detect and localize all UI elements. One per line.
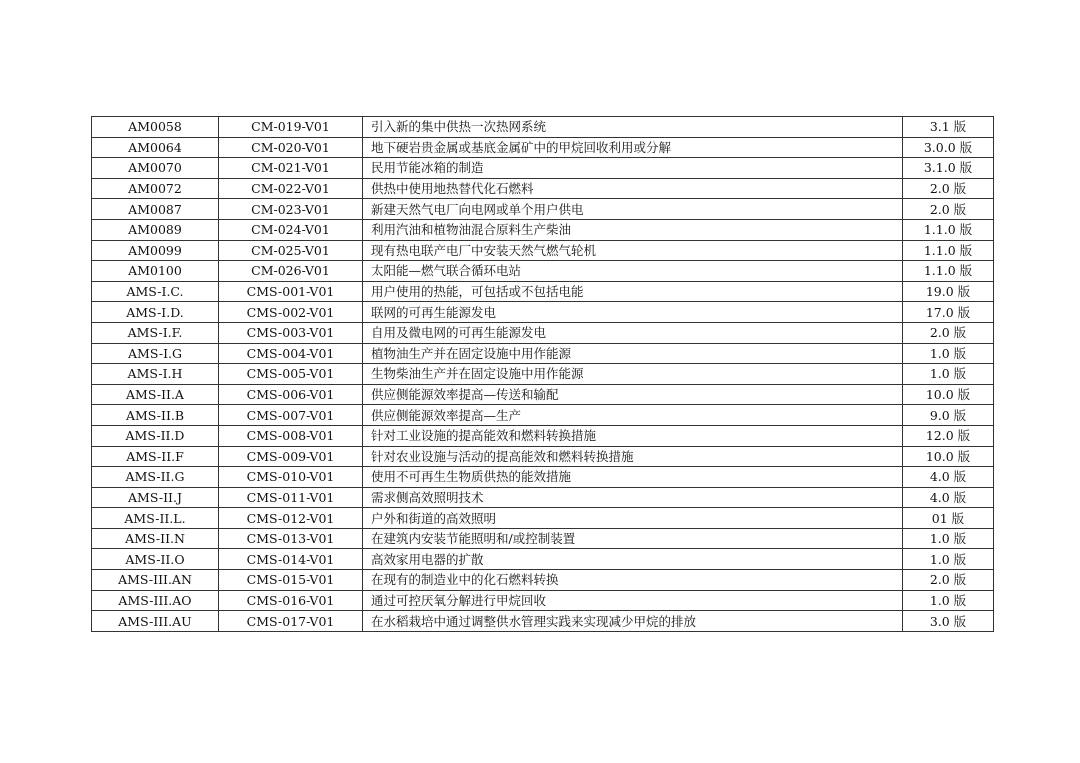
am-methodology-code: AMS-II.F xyxy=(92,446,219,467)
table-row xyxy=(92,117,994,138)
cm-methodology-code: CMS-015-V01 xyxy=(219,570,363,591)
methodology-version: 12.0 版 xyxy=(903,425,994,446)
methodology-version: 3.1 版 xyxy=(903,117,994,138)
am-methodology-code: AM0100 xyxy=(92,261,219,282)
table-row xyxy=(92,343,994,364)
methodology-version: 3.0.0 版 xyxy=(903,137,994,158)
am-methodology-code: AMS-I.F. xyxy=(92,322,219,343)
cm-methodology-code: CMS-014-V01 xyxy=(219,549,363,570)
methodology-name: 引入新的集中供热一次热网系统 xyxy=(363,117,903,138)
cm-methodology-code: CMS-003-V01 xyxy=(219,322,363,343)
methodology-name: 针对农业设施与活动的提高能效和燃料转换措施 xyxy=(363,446,903,467)
methodology-version: 1.0 版 xyxy=(903,590,994,611)
am-methodology-code: AMS-III.AU xyxy=(92,611,219,632)
table-row xyxy=(92,528,994,549)
cm-methodology-code: CMS-004-V01 xyxy=(219,343,363,364)
table-row xyxy=(92,590,994,611)
am-methodology-code: AMS-II.L. xyxy=(92,508,219,529)
cm-methodology-code: CMS-008-V01 xyxy=(219,425,363,446)
table-row xyxy=(92,425,994,446)
table-row xyxy=(92,384,994,405)
methodology-version: 17.0 版 xyxy=(903,302,994,323)
methodology-version: 2.0 版 xyxy=(903,322,994,343)
methodology-version: 1.0 版 xyxy=(903,549,994,570)
methodology-version: 1.0 版 xyxy=(903,364,994,385)
methodology-version: 3.1.0 版 xyxy=(903,158,994,179)
table-row xyxy=(92,199,994,220)
table-row xyxy=(92,281,994,302)
methodology-version: 1.0 版 xyxy=(903,528,994,549)
table-row xyxy=(92,322,994,343)
am-methodology-code: AMS-II.G xyxy=(92,467,219,488)
am-methodology-code: AM0099 xyxy=(92,240,219,261)
methodology-version: 2.0 版 xyxy=(903,178,994,199)
am-methodology-code: AMS-III.AN xyxy=(92,570,219,591)
table-row xyxy=(92,158,994,179)
methodology-version: 2.0 版 xyxy=(903,570,994,591)
methodology-name: 利用汽油和植物油混合原料生产柴油 xyxy=(363,219,903,240)
methodology-name: 联网的可再生能源发电 xyxy=(363,302,903,323)
methodology-version: 4.0 版 xyxy=(903,487,994,508)
methodology-name: 地下硬岩贵金属或基底金属矿中的甲烷回收利用或分解 xyxy=(363,137,903,158)
am-methodology-code: AMS-I.G xyxy=(92,343,219,364)
cm-methodology-code: CM-025-V01 xyxy=(219,240,363,261)
am-methodology-code: AMS-II.N xyxy=(92,528,219,549)
methodology-version: 1.1.0 版 xyxy=(903,261,994,282)
methodology-version: 01 版 xyxy=(903,508,994,529)
table-body xyxy=(92,117,994,632)
am-methodology-code: AMS-II.O xyxy=(92,549,219,570)
cm-methodology-code: CM-022-V01 xyxy=(219,178,363,199)
table-row xyxy=(92,178,994,199)
cm-methodology-code: CMS-006-V01 xyxy=(219,384,363,405)
table-row xyxy=(92,219,994,240)
am-methodology-code: AMS-I.H xyxy=(92,364,219,385)
methodology-name: 太阳能—燃气联合循环电站 xyxy=(363,261,903,282)
methodology-name: 使用不可再生生物质供热的能效措施 xyxy=(363,467,903,488)
methodology-name: 用户使用的热能，可包括或不包括电能 xyxy=(363,281,903,302)
methodology-name: 需求侧高效照明技术 xyxy=(363,487,903,508)
methodology-name: 新建天然气电厂向电网或单个用户供电 xyxy=(363,199,903,220)
cm-methodology-code: CMS-009-V01 xyxy=(219,446,363,467)
table-row xyxy=(92,240,994,261)
am-methodology-code: AMS-III.AO xyxy=(92,590,219,611)
table-row xyxy=(92,137,994,158)
methodology-name: 在现有的制造业中的化石燃料转换 xyxy=(363,570,903,591)
table-row xyxy=(92,549,994,570)
methodology-version: 1.1.0 版 xyxy=(903,219,994,240)
am-methodology-code: AMS-I.C. xyxy=(92,281,219,302)
table-row xyxy=(92,487,994,508)
methodology-version: 9.0 版 xyxy=(903,405,994,426)
am-methodology-code: AMS-II.B xyxy=(92,405,219,426)
cm-methodology-code: CMS-016-V01 xyxy=(219,590,363,611)
cm-methodology-code: CMS-005-V01 xyxy=(219,364,363,385)
cm-methodology-code: CM-023-V01 xyxy=(219,199,363,220)
methodology-version: 4.0 版 xyxy=(903,467,994,488)
cm-methodology-code: CMS-007-V01 xyxy=(219,405,363,426)
table-row xyxy=(92,261,994,282)
methodology-version: 2.0 版 xyxy=(903,199,994,220)
cm-methodology-code: CM-021-V01 xyxy=(219,158,363,179)
methodology-version: 3.0 版 xyxy=(903,611,994,632)
table-row xyxy=(92,570,994,591)
methodology-name: 高效家用电器的扩散 xyxy=(363,549,903,570)
methodology-name: 现有热电联产电厂中安装天然气燃气轮机 xyxy=(363,240,903,261)
methodology-name: 民用节能冰箱的制造 xyxy=(363,158,903,179)
am-methodology-code: AM0087 xyxy=(92,199,219,220)
am-methodology-code: AM0058 xyxy=(92,117,219,138)
cm-methodology-code: CMS-010-V01 xyxy=(219,467,363,488)
table-row xyxy=(92,467,994,488)
cm-methodology-code: CMS-017-V01 xyxy=(219,611,363,632)
methodology-version: 10.0 版 xyxy=(903,446,994,467)
methodology-version: 1.0 版 xyxy=(903,343,994,364)
cm-methodology-code: CMS-012-V01 xyxy=(219,508,363,529)
methodology-name: 供应侧能源效率提高—生产 xyxy=(363,405,903,426)
cm-methodology-code: CMS-011-V01 xyxy=(219,487,363,508)
cm-methodology-code: CM-019-V01 xyxy=(219,117,363,138)
cm-methodology-code: CMS-013-V01 xyxy=(219,528,363,549)
table-row xyxy=(92,302,994,323)
am-methodology-code: AM0072 xyxy=(92,178,219,199)
am-methodology-code: AMS-II.J xyxy=(92,487,219,508)
cm-methodology-code: CM-020-V01 xyxy=(219,137,363,158)
am-methodology-code: AM0064 xyxy=(92,137,219,158)
table-row xyxy=(92,611,994,632)
methodology-name: 通过可控厌氧分解进行甲烷回收 xyxy=(363,590,903,611)
methodology-name: 在建筑内安装节能照明和/或控制装置 xyxy=(363,528,903,549)
am-methodology-code: AMS-II.D xyxy=(92,425,219,446)
methodology-name: 自用及微电网的可再生能源发电 xyxy=(363,322,903,343)
methodology-name: 在水稻栽培中通过调整供水管理实践来实现减少甲烷的排放 xyxy=(363,611,903,632)
cm-methodology-code: CM-024-V01 xyxy=(219,219,363,240)
methodology-version: 19.0 版 xyxy=(903,281,994,302)
cm-methodology-code: CMS-002-V01 xyxy=(219,302,363,323)
methodology-name: 生物柴油生产并在固定设施中用作能源 xyxy=(363,364,903,385)
am-methodology-code: AMS-II.A xyxy=(92,384,219,405)
methodology-name: 针对工业设施的提高能效和燃料转换措施 xyxy=(363,425,903,446)
methodology-name: 供热中使用地热替代化石燃料 xyxy=(363,178,903,199)
methodology-name: 植物油生产并在固定设施中用作能源 xyxy=(363,343,903,364)
methodology-version: 1.1.0 版 xyxy=(903,240,994,261)
table-row xyxy=(92,446,994,467)
am-methodology-code: AM0070 xyxy=(92,158,219,179)
methodology-name: 供应侧能源效率提高—传送和输配 xyxy=(363,384,903,405)
am-methodology-code: AMS-I.D. xyxy=(92,302,219,323)
table-row xyxy=(92,405,994,426)
methodology-table xyxy=(91,116,994,632)
table-row xyxy=(92,508,994,529)
methodology-version: 10.0 版 xyxy=(903,384,994,405)
methodology-name: 户外和街道的高效照明 xyxy=(363,508,903,529)
cm-methodology-code: CM-026-V01 xyxy=(219,261,363,282)
cm-methodology-code: CMS-001-V01 xyxy=(219,281,363,302)
am-methodology-code: AM0089 xyxy=(92,219,219,240)
table-row xyxy=(92,364,994,385)
